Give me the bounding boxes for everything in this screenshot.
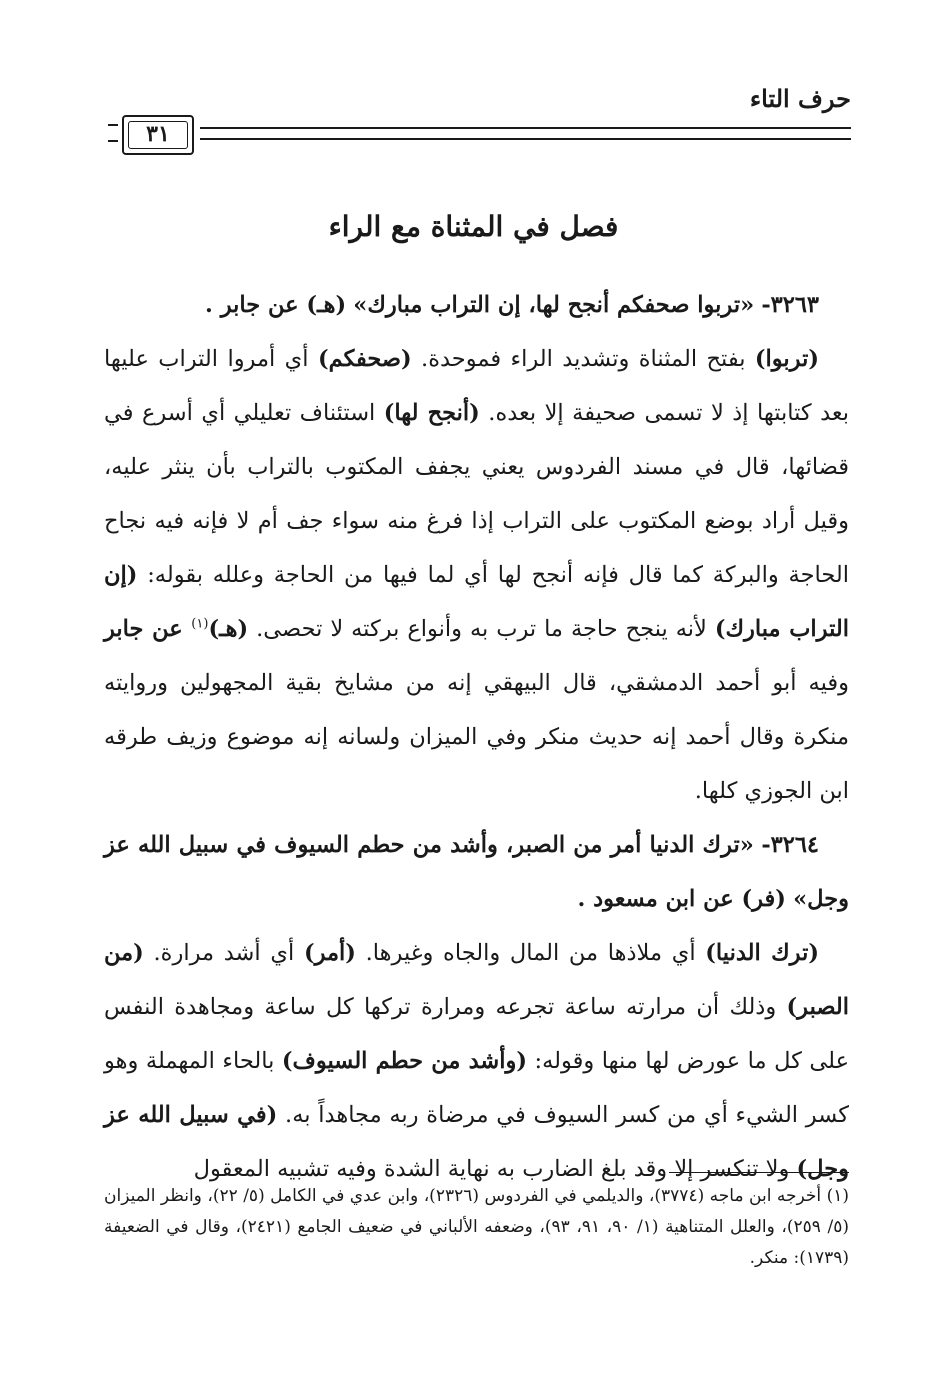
lemma: (صحفكم) [317, 346, 412, 372]
commentary-text: ولا تنكسر إلا وقد بلغ الضارب به نهاية الشدة وفيه تشبيه المعقول [193, 1156, 797, 1182]
commentary-3263 [104, 332, 849, 818]
hadith-source: (هـ) عن جابر . [205, 292, 347, 318]
source-name: عن جابر [104, 616, 192, 642]
commentary-text: أي أمروا التراب عليها بعد كتابتها إذ لا تسمى صحيفة إلا بعده. [104, 346, 849, 426]
page-number-frame [122, 115, 194, 155]
entry-number: ٣٢٦٣- [761, 292, 819, 318]
hadith-source: (فر) عن ابن مسعود . [577, 886, 786, 912]
hadith-entry-3263 [104, 278, 849, 332]
lemma: (وأشد من حطم السيوف) [281, 1048, 528, 1074]
header-double-rule [200, 127, 851, 140]
entry-number: ٣٢٦٤- [761, 832, 819, 858]
commentary-text: بالحاء المهملة وهو كسر الشيء أي من كسر السيوف في مرضاة ربه مجاهداً به. [104, 1048, 849, 1128]
lemma: (تربوا) [754, 346, 819, 372]
footnote-1: (١) أخرجه ابن ماجه (٣٧٧٤)، والديلمي في الفردوس (٢٣٢٦)، وابن عدي في الكامل (٥/ ٢٢)، وانظر الميزان (٥/ ٢٥٩)، والعلل المتناهية (١/ ٩٠، ٩١، ٩٣)، وضعفه الألباني في ضعيف الجامع (٢٤٢١)، وقال في الضعيفة (١٧٣٩): منكر. [104, 1186, 849, 1268]
running-head: حرف التاء [749, 84, 851, 113]
source-abbrev: (هـ) [208, 616, 249, 642]
lemma: (إن التراب مبارك) [104, 562, 849, 642]
main-text [104, 278, 849, 1196]
commentary-3264 [104, 926, 849, 1196]
lemma: (أنجح لها) [383, 400, 480, 426]
hadith-text: «ترك الدنيا أمر من الصبر، وأشد من حطم السيوف في سبيل الله عز وجل» [104, 832, 849, 912]
footnotes [104, 1181, 849, 1274]
footnote-ref[interactable]: (١) [191, 616, 209, 632]
hadith-text: «تربوا صحفكم أنجح لها، إن التراب مبارك» [353, 292, 755, 318]
header-rule-end-mark [108, 124, 118, 142]
commentary-text: أي أشد مرارة. [143, 940, 304, 966]
commentary-text: لأنه ينجح حاجة ما ترب به وأنواع بركته لا تحصى. [248, 616, 715, 642]
chapter-title: فصل في المثناة مع الراء [328, 210, 619, 243]
commentary-text: استئناف تعليلي أي أسرع في قضائها، قال في مسند الفردوس يعني يجفف المكتوب بالتراب بأن ينثر عليه، وقيل أراد بوضع المكتوب على التراب إذا فرغ منه سواء جف أم لا فإنه فيه نجاح الحاجة والبركة كما قال فإنه أنجح لها أي لما فيها من الحاجة وعلله بقوله: [104, 400, 849, 588]
commentary-text: أي ملاذها من المال والجاه وغيرها. [355, 940, 706, 966]
lemma: (ترك الدنيا) [705, 940, 819, 966]
commentary-text: وفيه أبو أحمد الدمشقي، قال البيهقي إنه من مشايخ بقية المجهولين وروايته منكرة وقال أحمد إنه حديث منكر وفي الميزان ولسانه إنه موضوع وزيف طرقه ابن الجوزي كلها. [104, 670, 849, 804]
lemma: (من الصبر) [104, 940, 849, 1020]
commentary-text: وذلك أن مرارته ساعة تجرعه ومرارة تركها كل ساعة ومجاهدة النفس على كل ما عورض لها منها وقوله: [104, 994, 849, 1074]
commentary-text: بفتح المثناة وتشديد الراء فموحدة. [411, 346, 755, 372]
lemma: (أمر) [303, 940, 356, 966]
lemma: (في سبيل الله عز وجل) [104, 1102, 849, 1182]
hadith-entry-3264 [104, 818, 849, 926]
page-number: ٣١ [146, 121, 170, 147]
footnote-separator [669, 1172, 849, 1173]
